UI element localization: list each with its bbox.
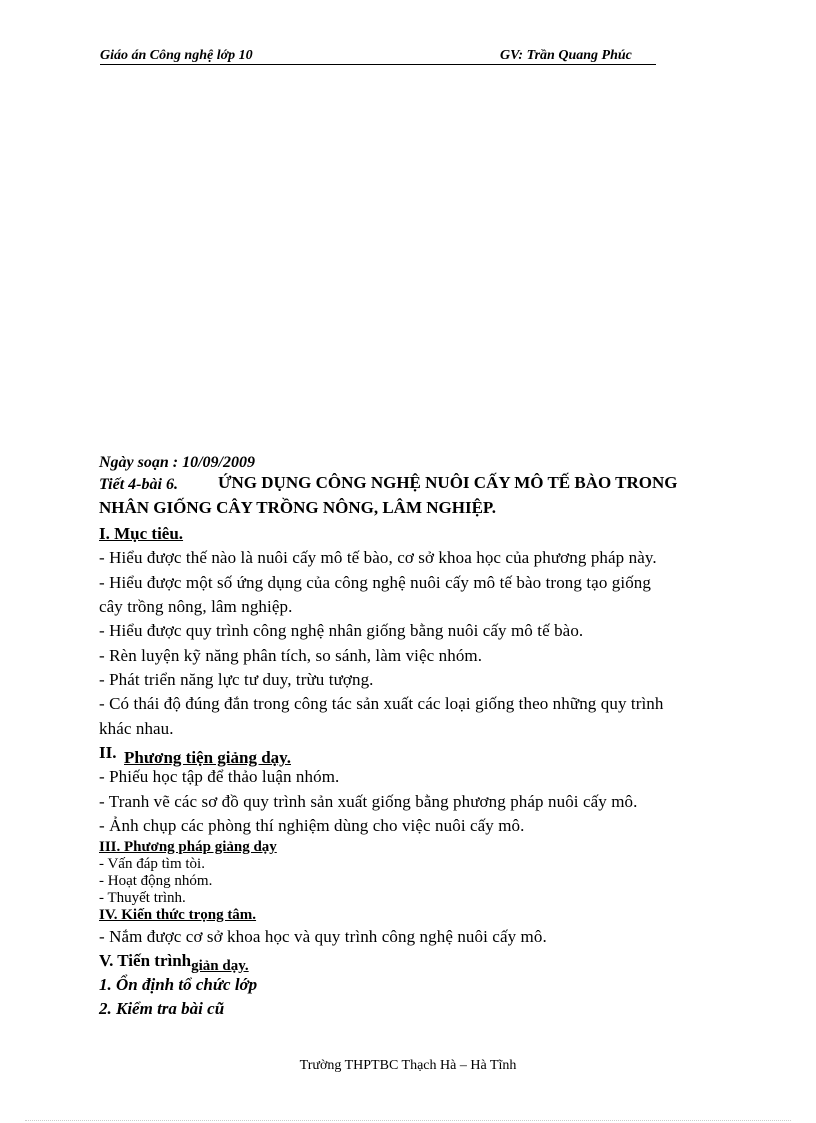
section-procedure-heading <box>99 951 249 974</box>
procedure-step: 2. Kiểm tra bài cũ <box>99 999 225 1018</box>
header-course: Giáo án Công nghệ lớp 10 <box>100 48 253 63</box>
section-key-knowledge-heading: IV. Kiến thức trọng tâm. <box>99 907 257 923</box>
key-knowledge-line: - Nắm được cơ sở khoa học và quy trình công nghệ nuôi cấy mô. <box>99 927 547 946</box>
objective-line: - Phát triển năng lực tư duy, trừu tượng. <box>99 670 374 689</box>
header-teacher: GV: Trần Quang Phúc <box>500 48 632 63</box>
material-line: - Phiếu học tập để thảo luận nhóm. <box>99 767 340 786</box>
section-procedure-heading-b: giản dạy. <box>191 958 249 974</box>
procedure-step: 1. Ổn định tổ chức lớp <box>99 975 258 994</box>
objective-line: - Hiểu được một số ứng dụng của công nghệ nuôi cấy mô tế bào trong tạo giống <box>99 573 651 592</box>
section-materials-number: II. <box>99 743 117 762</box>
objective-line: - Có thái độ đúng đắn trong công tác sản xuất các loại giống theo những quy trình <box>99 694 664 713</box>
preparation-date: Ngày soạn : 10/09/2009 <box>99 454 255 471</box>
page-footer: Trường THPTBC Thạch Hà – Hà Tĩnh <box>299 1058 517 1073</box>
lesson-title-line1: ỨNG DỤNG CÔNG NGHỆ NUÔI CẤY MÔ TẾ BÀO TRONG <box>218 473 678 492</box>
material-line: - Ảnh chụp các phòng thí nghiệm dùng cho việc nuôi cấy mô. <box>99 816 525 835</box>
objective-line: - Rèn luyện kỹ năng phân tích, so sánh, làm việc nhóm. <box>99 646 483 665</box>
page-bottom-rule <box>25 1120 791 1121</box>
page-header <box>100 48 656 65</box>
material-line: - Tranh vẽ các sơ đồ quy trình sản xuất giống bằng phương pháp nuôi cấy mô. <box>99 792 638 811</box>
section-objectives-heading: I. Mục tiêu. <box>99 524 184 543</box>
section-materials-heading: Phương tiện giảng dạy. <box>124 748 291 767</box>
section-methods-heading: III. Phương pháp giảng dạy <box>99 839 277 855</box>
objective-line: - Hiểu được quy trình công nghệ nhân giống bằng nuôi cấy mô tế bào. <box>99 621 584 640</box>
lesson-number: Tiết 4-bài 6. <box>99 476 178 493</box>
objective-line: khác nhau. <box>99 719 174 738</box>
objective-line: cây trồng nông, lâm nghiệp. <box>99 597 293 616</box>
method-line: - Thuyết trình. <box>99 890 186 906</box>
method-line: - Hoạt động nhóm. <box>99 873 213 889</box>
section-procedure-heading-a: V. Tiến trình <box>99 951 192 970</box>
method-line: - Vấn đáp tìm tòi. <box>99 856 205 872</box>
lesson-title-line2: NHÂN GIỐNG CÂY TRỒNG NÔNG, LÂM NGHIỆP. <box>99 498 497 517</box>
objective-line: - Hiểu được thế nào là nuôi cấy mô tế bào, cơ sở khoa học của phương pháp này. <box>99 548 657 567</box>
